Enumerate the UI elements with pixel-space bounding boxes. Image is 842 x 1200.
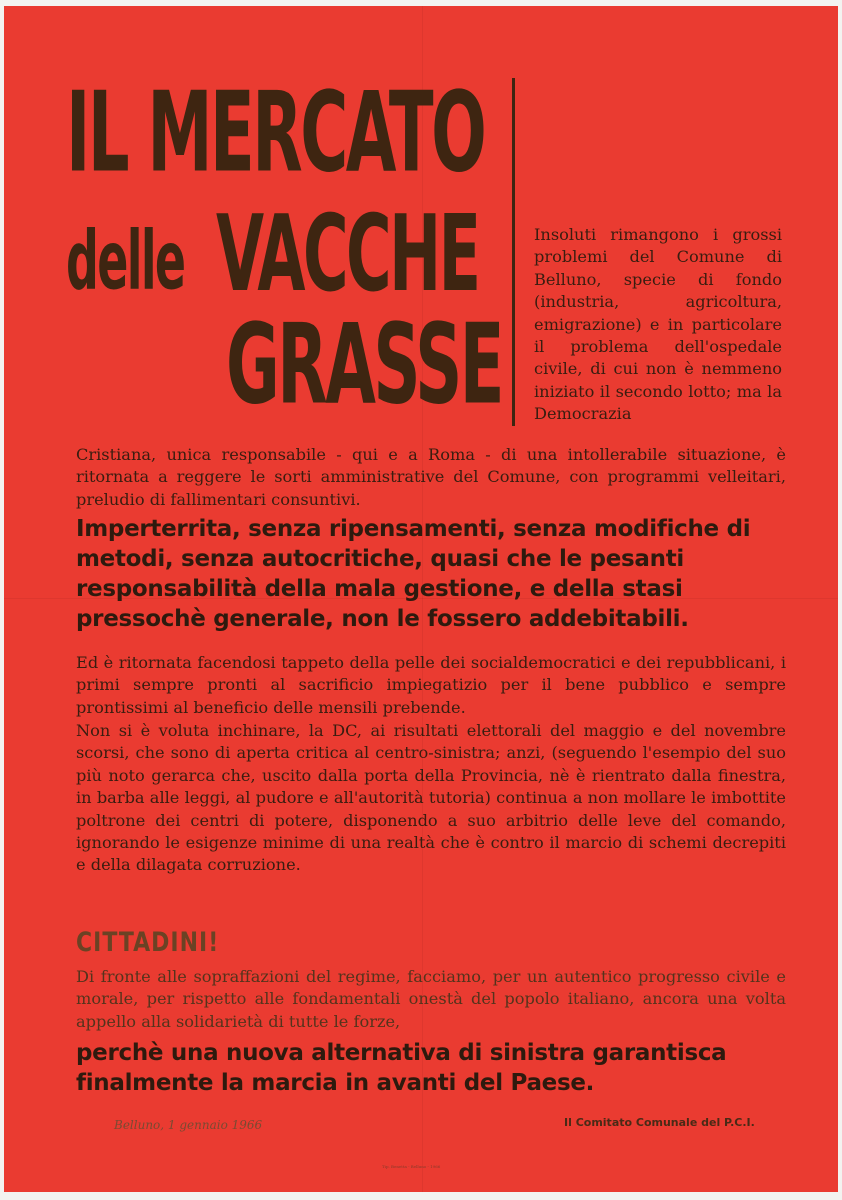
signature: Il Comitato Comunale del P.C.I. (564, 1116, 755, 1129)
paragraph-2: Ed è ritornata facendosi tappeto della pelle dei socialdemocratici e dei repubblicani, i primi sempre pronti al sacrificio impiegatizio per il bene pubblico e sempre prontissimi al beneficio delle mensili prebende. (76, 653, 786, 717)
paragraph-1: Cristiana, unica responsabile - qui e a Roma - di una intollerabile situazione, è ritornata a reggere le sorti amministrative del Comune, con programmi velleitari, preludio di fallimentari consuntivi. (76, 445, 786, 509)
cittadini-heading: CITTADINI! (76, 928, 220, 958)
poster (4, 6, 838, 1192)
emphasis-paragraph-2: perchè una nuova alternativa di sinistra garantisca finalmente la marcia in avanti del Paese. (76, 1040, 727, 1096)
printer-imprint: Tip. Benetta - Belluno - 1966 (382, 1164, 441, 1169)
headline-line-1: IL MERCATO (66, 69, 485, 198)
place-date: Belluno, 1 gennaio 1966 (114, 1118, 263, 1132)
emphasis-paragraph-1: Imperterrita, senza ripensamenti, senza modifiche di metodi, senza autocritiche, quasi che le pesanti responsabilità della mala gestione, e della stasi pressochè generale, non le fossero addebitabili. (76, 516, 751, 632)
headline-divider (512, 78, 515, 426)
headline-line-2a: delle (66, 214, 185, 309)
paragraph-4: Di fronte alle sopraffazioni del regime, facciamo, per un autentico progresso civile e morale, per rispetto alle fondamentali onestà del popolo italiano, ancora una volta appello alla solidarietà di tutte le forze, (76, 967, 786, 1031)
headline-line-3: GRASSE (226, 301, 503, 430)
paragraph-3: Non si è voluta inchinare, la DC, ai risultati elettorali del maggio e del novembre scorsi, che sono di aperta critica al centro-sinistra; anzi, (seguendo l'esempio del suo più noto gerarca che, uscito dalla porta della Provincia, nè è rientrato dalla finestra, in barba alle leggi, al pudore e all'autorità tutoria) continua a non mollare le imbottite poltrone dei centri di potere, disponendo a suo arbitrio delle leve del comando, ignorando le esigenze minime di una realtà che è contro il marcio di schemi decrepiti e della dilagata corruzione. (76, 721, 786, 875)
intro-paragraph: Insoluti rimangono i grossi problemi del Comune di Belluno, specie di fondo (industria, agricoltura, emigrazione) e in particolare il problema dell'ospedale civile, di cui non è nemmeno iniziato il secondo lotto; ma la Democrazia (534, 225, 782, 424)
headline-line-2b: VACCHE (216, 193, 479, 316)
